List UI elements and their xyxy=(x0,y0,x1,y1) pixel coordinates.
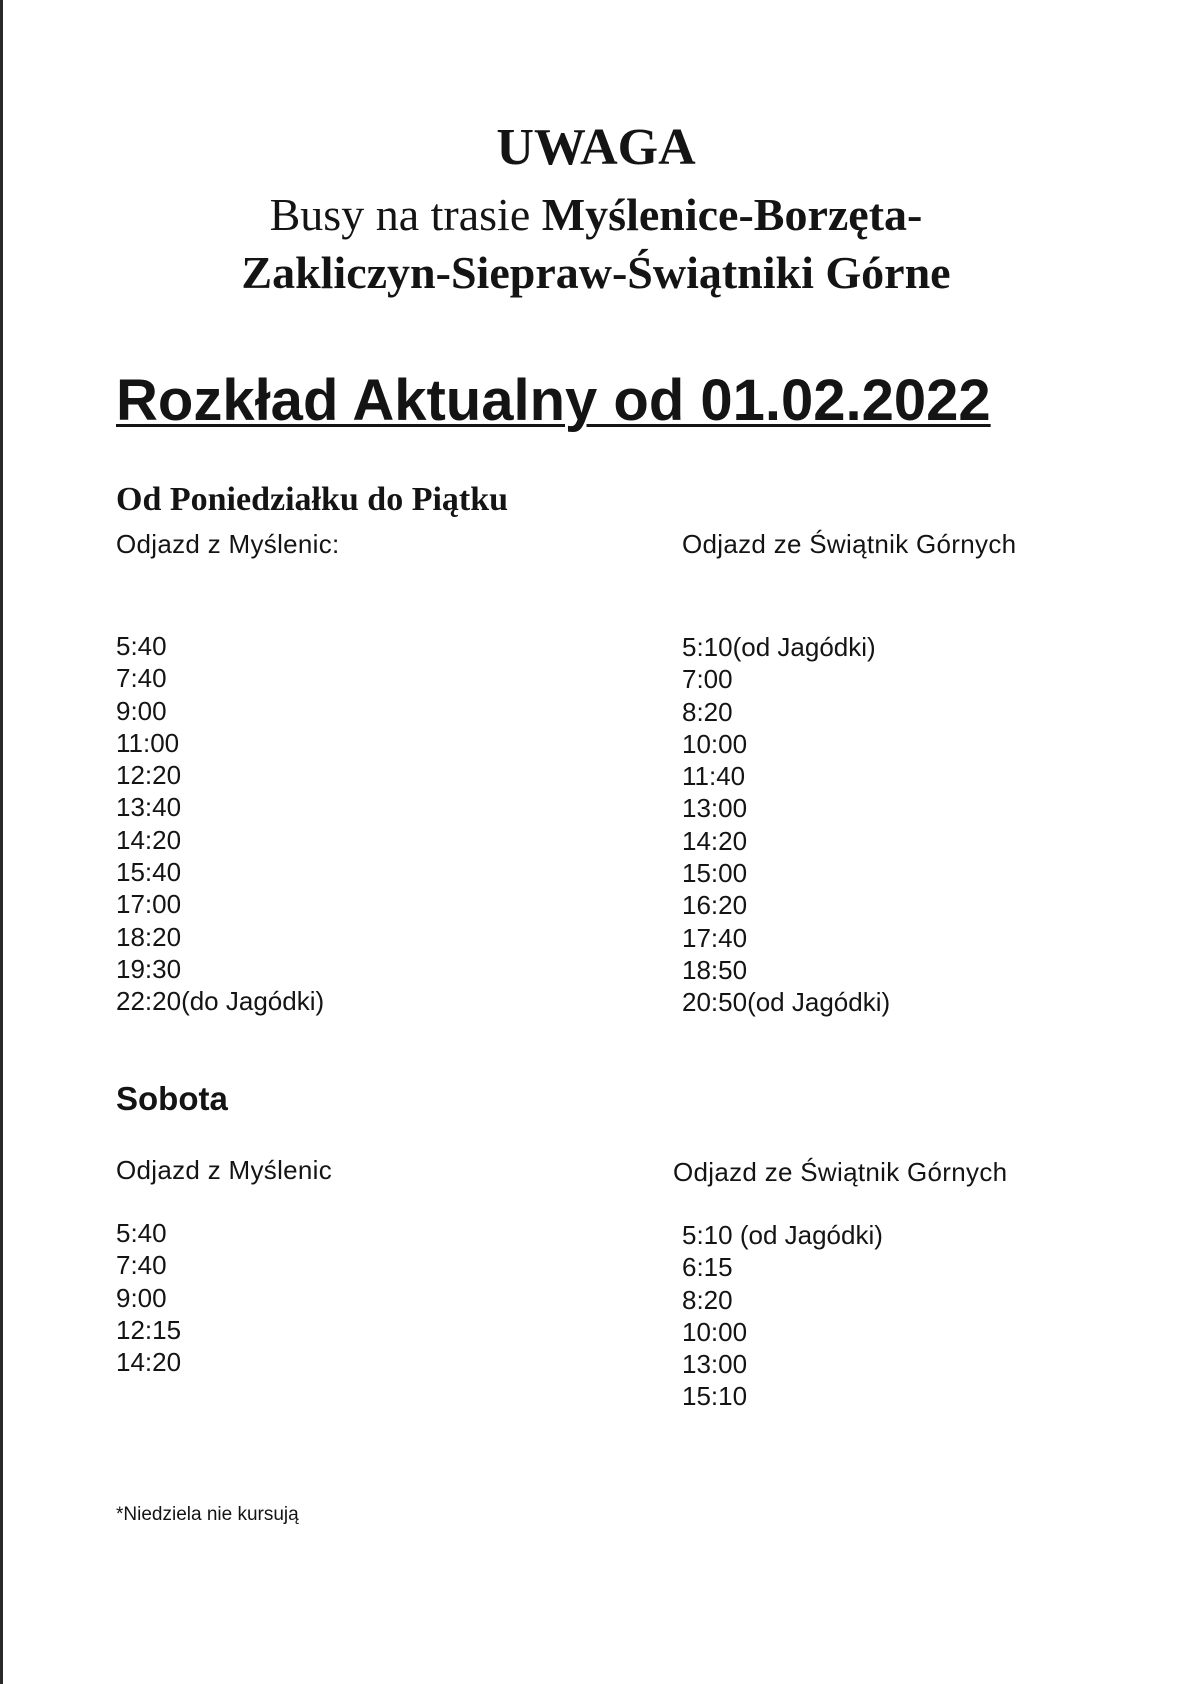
departure-time: 18:20 xyxy=(116,921,182,952)
departure-time: 7:00 xyxy=(682,664,733,695)
departure-time: 7:40 xyxy=(116,663,167,694)
departure-time: 8:20 xyxy=(682,696,733,727)
departure-time: 18:50 xyxy=(682,954,748,985)
sunday-footnote: *Niedziela nie kursują xyxy=(116,1504,299,1525)
departure-time: 13:00 xyxy=(682,793,748,824)
departure-time: 14:20 xyxy=(116,824,182,855)
departure-time: 6:15 xyxy=(682,1252,733,1283)
departure-time: 20:50(od Jagódki) xyxy=(682,987,891,1018)
route-line-1 xyxy=(0,186,1192,244)
weekday-myslenice-times xyxy=(116,630,324,1018)
departure-time: 5:40 xyxy=(116,631,167,661)
departure-time: 13:40 xyxy=(116,792,182,823)
departure-time: 15:40 xyxy=(116,857,182,888)
weekday-myslenice-header: Odjazd z Myślenic: xyxy=(116,529,340,559)
saturday-swiatniki-times xyxy=(682,1219,883,1413)
departure-time: 15:10 xyxy=(682,1381,748,1412)
saturday-section-title: Sobota xyxy=(116,1080,228,1117)
weekday-swiatniki-times xyxy=(682,631,890,1019)
saturday-myslenice-header: Odjazd z Myślenic xyxy=(116,1155,333,1185)
notice-title: UWAGA xyxy=(496,119,696,176)
departure-time: 9:00 xyxy=(116,695,167,726)
departure-time: 19:30 xyxy=(116,953,182,984)
departure-time: 7:40 xyxy=(116,1250,167,1281)
departure-time: 14:20 xyxy=(116,1347,182,1378)
saturday-swiatniki-header: Odjazd ze Świątnik Górnych xyxy=(673,1157,1008,1187)
departure-time: 22:20(do Jagódki) xyxy=(116,986,325,1017)
departure-time: 13:00 xyxy=(682,1349,748,1380)
departure-time: 16:20 xyxy=(682,890,748,921)
departure-time: 15:00 xyxy=(682,858,748,889)
saturday-myslenice-times xyxy=(116,1217,181,1378)
schedule-headline: Rozkład Aktualny od 01.02.2022 xyxy=(116,368,991,433)
route-line-2: Zakliczyn-Siepraw-Świątniki Górne xyxy=(241,247,951,298)
departure-time: 11:00 xyxy=(116,727,180,758)
departure-time: 10:00 xyxy=(682,728,748,759)
departure-time: 8:20 xyxy=(682,1284,733,1315)
departure-time: 12:20 xyxy=(116,760,182,791)
departure-time: 12:15 xyxy=(116,1314,182,1345)
departure-time: 14:20 xyxy=(682,825,748,856)
departure-time: 10:00 xyxy=(682,1316,748,1347)
departure-time: 5:40 xyxy=(116,1218,167,1248)
route-prefix: Busy na trasie xyxy=(269,189,542,240)
weekday-section-title: Od Poniedziałku do Piątku xyxy=(116,481,509,518)
weekday-swiatniki-header: Odjazd ze Świątnik Górnych xyxy=(682,529,1017,559)
departure-time: 5:10 (od Jagódki) xyxy=(682,1220,883,1250)
departure-time: 9:00 xyxy=(116,1282,167,1313)
route-bold-part: Myślenice-Borzęta- xyxy=(541,189,923,240)
departure-time: 17:40 xyxy=(682,922,748,953)
departure-time: 5:10(od Jagódki) xyxy=(682,632,876,662)
departure-time: 11:40 xyxy=(682,761,746,792)
departure-time: 17:00 xyxy=(116,889,182,920)
